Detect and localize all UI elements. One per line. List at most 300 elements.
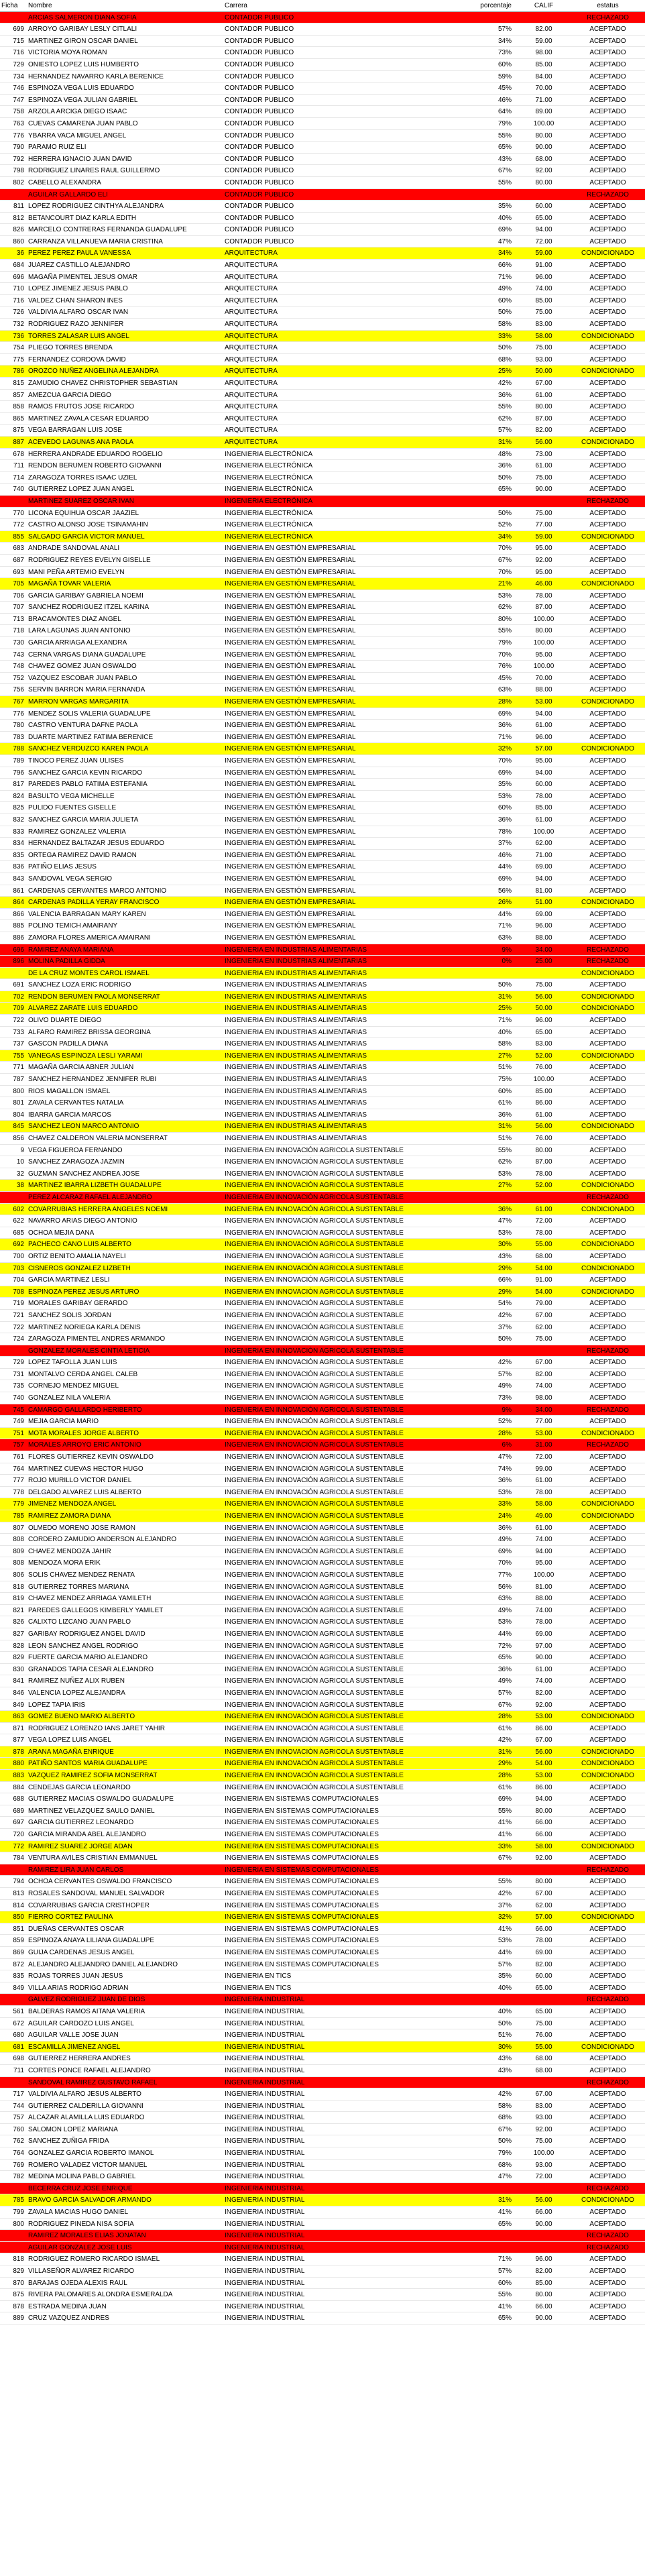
table-row bbox=[0, 2053, 645, 2065]
cell-carrera: ARQUITECTURA bbox=[225, 344, 278, 352]
cell-ficha: 714 bbox=[13, 473, 24, 482]
cell-calif: 77.00 bbox=[535, 1418, 552, 1426]
table-row bbox=[0, 472, 645, 484]
cell-calif bbox=[517, 1994, 571, 2005]
cell-nombre: HERNANDEZ BALTAZAR JESUS EDUARDO bbox=[28, 840, 164, 848]
cell-calif: 80.00 bbox=[535, 627, 552, 635]
cell-calif: 56.00 bbox=[535, 2196, 552, 2204]
cell-carrera: INGENIERIA EN INNOVACIÓN AGRICOLA SUSTENTABLE bbox=[225, 1311, 404, 1319]
table-row bbox=[0, 1003, 645, 1015]
cell-calif: 66.00 bbox=[535, 2302, 552, 2310]
table-row bbox=[0, 1770, 645, 1782]
cell-ficha: 776 bbox=[13, 710, 24, 718]
cell-estatus: ACEPTADO bbox=[589, 1064, 626, 1072]
cell-carrera: INGENIERIA EN INNOVACIÓN AGRICOLA SUSTENTABLE bbox=[225, 1477, 404, 1485]
table-row bbox=[0, 968, 645, 980]
cell-ficha: 622 bbox=[13, 1217, 24, 1225]
cell-porcentaje: 53% bbox=[497, 1937, 512, 1945]
cell-porcentaje: 6% bbox=[502, 1441, 512, 1449]
cell-ficha: 885 bbox=[13, 922, 24, 930]
cell-estatus: ACEPTADO bbox=[589, 804, 626, 812]
cell-porcentaje: 35% bbox=[497, 781, 512, 789]
cell-nombre: CASTRO ALONSO JOSE TSINAMAHIN bbox=[28, 521, 148, 529]
cell-ficha: 850 bbox=[13, 1913, 24, 1921]
header-nombre: Nombre bbox=[28, 2, 52, 9]
cell-porcentaje: 33% bbox=[497, 1500, 512, 1508]
table-row bbox=[0, 177, 645, 189]
table-row bbox=[0, 260, 645, 272]
cell-nombre: LOPEZ TAFOLLA JUAN LUIS bbox=[28, 1359, 117, 1367]
cell-carrera: INGENIERIA EN GESTIÓN EMPRESARIAL bbox=[225, 710, 356, 718]
cell-nombre: CISNEROS GONZALEZ LIZBETH bbox=[28, 1264, 131, 1272]
cell-porcentaje: 50% bbox=[497, 2019, 512, 2027]
cell-nombre: PEREZ ALCARAZ RAFAEL ALEJANDRO bbox=[28, 1193, 152, 1201]
cell-ficha: 737 bbox=[13, 1040, 24, 1048]
cell-nombre: ACEVEDO LAGUNAS ANA PAOLA bbox=[28, 438, 134, 446]
header-calif: CALIF bbox=[534, 2, 554, 9]
cell-ficha: 800 bbox=[13, 1087, 24, 1095]
cell-estatus: ACEPTADO bbox=[589, 462, 626, 470]
cell-porcentaje: 43% bbox=[497, 2055, 512, 2063]
cell-nombre: GARCIA GUTIERREZ LEONARDO bbox=[28, 1819, 134, 1827]
cell-calif: 62.00 bbox=[535, 1901, 552, 1909]
cell-carrera: INGENIERIA EN INNOVACIÓN AGRICOLA SUSTENTABLE bbox=[225, 1488, 404, 1496]
table-row bbox=[0, 708, 645, 720]
cell-nombre: ESPINOZA PEREZ JESUS ARTURO bbox=[28, 1288, 139, 1296]
cell-porcentaje: 31% bbox=[497, 1123, 512, 1131]
cell-estatus: RECHAZADO bbox=[587, 1406, 629, 1414]
cell-ficha: 789 bbox=[13, 757, 24, 765]
cell-calif: 61.00 bbox=[535, 1477, 552, 1485]
cell-carrera: INGENIERIA EN GESTIÓN EMPRESARIAL bbox=[225, 651, 356, 659]
cell-calif: 67.00 bbox=[535, 380, 552, 387]
table-row bbox=[0, 165, 645, 177]
table-row bbox=[0, 1133, 645, 1145]
cell-nombre: SANCHEZ VERDUZCO KAREN PAOLA bbox=[28, 745, 149, 753]
cell-porcentaje: 49% bbox=[497, 1536, 512, 1544]
cell-calif: 58.00 bbox=[535, 332, 552, 340]
cell-calif: 90.00 bbox=[535, 486, 552, 494]
table-row bbox=[0, 1782, 645, 1794]
table-row bbox=[0, 2206, 645, 2219]
cell-ficha: 835 bbox=[13, 851, 24, 859]
cell-calif: 96.00 bbox=[535, 922, 552, 930]
cell-estatus: RECHAZADO bbox=[587, 1441, 629, 1449]
cell-estatus: ACEPTADO bbox=[589, 1642, 626, 1650]
cell-porcentaje: 43% bbox=[497, 155, 512, 163]
cell-porcentaje: 52% bbox=[497, 521, 512, 529]
cell-calif: 83.00 bbox=[535, 321, 552, 329]
table-row bbox=[0, 1121, 645, 1133]
table-row bbox=[0, 1050, 645, 1062]
cell-carrera: INGENIERIA EN INNOVACIÓN AGRICOLA SUSTENTABLE bbox=[225, 1654, 404, 1662]
cell-porcentaje: 67% bbox=[497, 1854, 512, 1862]
cell-estatus: ACEPTADO bbox=[589, 686, 626, 694]
cell-estatus: ACEPTADO bbox=[589, 851, 626, 859]
cell-porcentaje: 57% bbox=[497, 1370, 512, 1378]
cell-porcentaje: 67% bbox=[497, 1701, 512, 1709]
cell-ficha: 841 bbox=[13, 1677, 24, 1685]
table-row bbox=[0, 1204, 645, 1216]
cell-calif: 76.00 bbox=[535, 1064, 552, 1072]
cell-nombre: MONTALVO CERDA ANGEL CALEB bbox=[28, 1370, 138, 1378]
cell-estatus: ACEPTADO bbox=[589, 2267, 626, 2275]
cell-calif: 74.00 bbox=[535, 1536, 552, 1544]
cell-calif: 61.00 bbox=[535, 1205, 552, 1213]
cell-ficha: 804 bbox=[13, 1111, 24, 1119]
cell-estatus: ACEPTADO bbox=[589, 1689, 626, 1697]
cell-nombre: RODRIGUEZ LORENZO IANS JARET YAHIR bbox=[28, 1724, 165, 1732]
cell-estatus: ACEPTADO bbox=[589, 1925, 626, 1933]
cell-calif: 54.00 bbox=[535, 1760, 552, 1768]
table-row bbox=[0, 1310, 645, 1322]
table-row bbox=[0, 1522, 645, 1534]
cell-estatus: ACEPTADO bbox=[589, 273, 626, 281]
table-row bbox=[0, 519, 645, 531]
table-row bbox=[0, 437, 645, 449]
cell-ficha: 772 bbox=[13, 1842, 24, 1850]
cell-ficha: 729 bbox=[13, 60, 24, 68]
cell-carrera: CONTADOR PUBLICO bbox=[225, 49, 294, 57]
cell-carrera: ARQUITECTURA bbox=[225, 285, 278, 293]
cell-carrera: INGENIERIA EN INNOVACIÓN AGRICOLA SUSTENTABLE bbox=[225, 1370, 404, 1378]
cell-calif: 82.00 bbox=[535, 1960, 552, 1968]
cell-estatus: ACEPTADO bbox=[589, 285, 626, 293]
cell-porcentaje: 45% bbox=[497, 674, 512, 682]
cell-nombre: BASULTO VEGA MICHELLE bbox=[28, 792, 115, 800]
cell-nombre: HERNANDEZ NAVARRO KARLA BERENICE bbox=[28, 72, 164, 80]
cell-nombre: VILLASEÑOR ALVAREZ RICARDO bbox=[28, 2267, 135, 2275]
cell-porcentaje: 42% bbox=[497, 380, 512, 387]
cell-nombre: GASCON PADILLA DIANA bbox=[28, 1040, 109, 1048]
cell-carrera: INGENIERIA EN GESTIÓN EMPRESARIAL bbox=[225, 828, 356, 836]
table-row bbox=[0, 1416, 645, 1428]
cell-carrera: INGENIERIA EN GESTIÓN EMPRESARIAL bbox=[225, 663, 356, 671]
cell-ficha: 730 bbox=[13, 639, 24, 647]
table-row bbox=[0, 283, 645, 295]
cell-estatus: ACEPTADO bbox=[589, 2137, 626, 2145]
cell-porcentaje: 40% bbox=[497, 1984, 512, 1992]
cell-ficha: 713 bbox=[13, 615, 24, 623]
cell-estatus: ACEPTADO bbox=[589, 309, 626, 317]
cell-nombre: LOPEZ RODRIGUEZ CINTHYA ALEJANDRA bbox=[28, 203, 164, 211]
cell-carrera: INGENIERIA EN SISTEMAS COMPUTACIONALES bbox=[225, 1925, 379, 1933]
cell-carrera: INGENIERIA EN INNOVACIÓN AGRICOLA SUSTENTABLE bbox=[225, 1429, 404, 1437]
cell-ficha: 681 bbox=[13, 2043, 24, 2051]
cell-porcentaje: 63% bbox=[497, 686, 512, 694]
cell-calif: 77.00 bbox=[535, 521, 552, 529]
table-row bbox=[0, 2301, 645, 2313]
table-row bbox=[0, 1970, 645, 1982]
cell-ficha: 819 bbox=[13, 1595, 24, 1603]
cell-ficha: 764 bbox=[13, 2149, 24, 2158]
cell-estatus: ACEPTADO bbox=[589, 1783, 626, 1791]
cell-calif: 100.00 bbox=[533, 615, 554, 623]
cell-nombre: LOPEZ TAPIA IRIS bbox=[28, 1701, 86, 1709]
cell-nombre: CHAVEZ MENDEZ ARRIAGA YAMILETH bbox=[28, 1595, 152, 1603]
cell-ficha: 824 bbox=[13, 792, 24, 800]
cell-ficha: 769 bbox=[13, 2161, 24, 2169]
cell-calif: 65.00 bbox=[535, 1984, 552, 1992]
cell-estatus: ACEPTADO bbox=[589, 1028, 626, 1036]
cell-estatus: ACEPTADO bbox=[589, 214, 626, 222]
cell-calif: 89.00 bbox=[535, 108, 552, 116]
table-row bbox=[0, 755, 645, 767]
cell-carrera: INGENIERIA EN INNOVACIÓN AGRICOLA SUSTENTABLE bbox=[225, 1748, 404, 1756]
cell-carrera: INGENIERIA EN INNOVACIÓN AGRICOLA SUSTENTABLE bbox=[225, 1217, 404, 1225]
cell-estatus: ACEPTADO bbox=[589, 1807, 626, 1815]
cell-estatus: ACEPTADO bbox=[589, 1606, 626, 1614]
cell-porcentaje: 68% bbox=[497, 2114, 512, 2122]
cell-estatus: ACEPTADO bbox=[589, 1937, 626, 1945]
cell-carrera: INGENIERIA EN INNOVACIÓN AGRICOLA SUSTENTABLE bbox=[225, 1335, 404, 1343]
cell-nombre: ESTRADA MEDINA JUAN bbox=[28, 2302, 107, 2310]
cell-ficha: 693 bbox=[13, 568, 24, 576]
cell-carrera: INGENIERIA EN SISTEMAS COMPUTACIONALES bbox=[225, 1937, 379, 1945]
cell-nombre: ESPINOZA ANAYA LILIANA GUADALUPE bbox=[28, 1937, 155, 1945]
cell-porcentaje bbox=[463, 2077, 517, 2088]
cell-porcentaje: 9% bbox=[502, 946, 512, 954]
cell-nombre: CASTRO VENTURA DAFNE PAOLA bbox=[28, 722, 138, 730]
cell-nombre: MOTA MORALES JORGE ALBERTO bbox=[28, 1429, 139, 1437]
table-row bbox=[0, 2029, 645, 2041]
cell-estatus: ACEPTADO bbox=[589, 2019, 626, 2027]
cell-calif: 75.00 bbox=[535, 1335, 552, 1343]
cell-nombre: MEDINA MOLINA PABLO GABRIEL bbox=[28, 2173, 136, 2181]
cell-nombre: PAREDES PABLO FATIMA ESTEFANIA bbox=[28, 781, 148, 789]
cell-calif: 52.00 bbox=[535, 1052, 552, 1060]
cell-carrera: ARQUITECTURA bbox=[225, 427, 278, 435]
cell-calif: 34.00 bbox=[535, 1406, 552, 1414]
cell-nombre: ESCAMILLA JIMENEZ ANGEL bbox=[28, 2043, 121, 2051]
cell-ficha: 699 bbox=[13, 25, 24, 34]
cell-porcentaje: 55% bbox=[497, 2291, 512, 2299]
cell-ficha: 821 bbox=[13, 1606, 24, 1614]
cell-porcentaje: 67% bbox=[497, 167, 512, 175]
cell-nombre: VALDIVIA ALFARO JESUS ALBERTO bbox=[28, 2090, 141, 2098]
cell-ficha: 859 bbox=[13, 1937, 24, 1945]
cell-ficha: 880 bbox=[13, 1760, 24, 1768]
cell-estatus: CONDICIONADO bbox=[581, 1429, 634, 1437]
cell-ficha: 762 bbox=[13, 2137, 24, 2145]
cell-calif bbox=[517, 1345, 571, 1357]
cell-ficha: 780 bbox=[13, 722, 24, 730]
cell-estatus: ACEPTADO bbox=[589, 1465, 626, 1473]
cell-estatus: CONDICIONADO bbox=[581, 1264, 634, 1272]
cell-carrera: INGENIERIA INDUSTRIAL bbox=[225, 2291, 305, 2299]
cell-calif: 55.00 bbox=[535, 2043, 552, 2051]
cell-estatus: ACEPTADO bbox=[589, 1488, 626, 1496]
cell-calif: 82.00 bbox=[535, 25, 552, 34]
table-row bbox=[0, 1404, 645, 1416]
cell-carrera: INGENIERIA INDUSTRIAL bbox=[225, 2066, 305, 2074]
cell-nombre: HERRERA ANDRADE EDUARDO ROGELIO bbox=[28, 450, 163, 458]
cell-calif: 57.00 bbox=[535, 745, 552, 753]
cell-calif: 96.00 bbox=[535, 733, 552, 741]
cell-ficha: 702 bbox=[13, 993, 24, 1001]
cell-ficha: 806 bbox=[13, 1571, 24, 1579]
cell-ficha: 672 bbox=[13, 2019, 24, 2027]
cell-nombre: CORDERO ZAMUDIO ANDERSON ALEJANDRO bbox=[28, 1536, 177, 1544]
cell-porcentaje: 50% bbox=[497, 1335, 512, 1343]
cell-nombre: OCHOA CERVANTES OSWALDO FRANCISCO bbox=[28, 1878, 172, 1886]
table-row bbox=[0, 2265, 645, 2278]
cell-carrera: INGENIERIA EN GESTIÓN EMPRESARIAL bbox=[225, 863, 356, 871]
table-row bbox=[0, 979, 645, 991]
cell-calif: 31.00 bbox=[535, 1441, 552, 1449]
cell-estatus: ACEPTADO bbox=[589, 131, 626, 139]
cell-carrera: ARQUITECTURA bbox=[225, 368, 278, 376]
cell-nombre: AGUILAR VALLE JOSE JUAN bbox=[28, 2031, 119, 2039]
cell-carrera: INGENIERIA EN INNOVACIÓN AGRICOLA SUSTENTABLE bbox=[225, 1359, 404, 1367]
cell-ficha: 836 bbox=[13, 863, 24, 871]
cell-estatus: ACEPTADO bbox=[589, 144, 626, 152]
cell-carrera: INGENIERIA INDUSTRIAL bbox=[225, 2114, 305, 2122]
table-row bbox=[0, 956, 645, 968]
cell-carrera: CONTADOR PUBLICO bbox=[225, 155, 294, 163]
cell-nombre: VEGA LOPEZ LUIS ANGEL bbox=[28, 1736, 111, 1744]
cell-nombre: SANDOVAL RAMIREZ GUSTAVO RAFAEL bbox=[28, 2078, 158, 2086]
cell-estatus: RECHAZADO bbox=[587, 958, 629, 966]
table-row bbox=[0, 508, 645, 520]
cell-porcentaje: 31% bbox=[497, 993, 512, 1001]
table-row bbox=[0, 661, 645, 673]
cell-ficha: 754 bbox=[13, 344, 24, 352]
cell-estatus: CONDICIONADO bbox=[581, 533, 634, 541]
table-row bbox=[0, 696, 645, 708]
cell-ficha: 718 bbox=[13, 627, 24, 635]
cell-calif: 72.00 bbox=[535, 237, 552, 245]
cell-porcentaje: 40% bbox=[497, 2007, 512, 2015]
table-row bbox=[0, 295, 645, 307]
cell-ficha: 802 bbox=[13, 178, 24, 186]
cell-ficha: 783 bbox=[13, 733, 24, 741]
cell-estatus: CONDICIONADO bbox=[581, 1772, 634, 1780]
cell-estatus: ACEPTADO bbox=[589, 2291, 626, 2299]
cell-calif: 100.00 bbox=[533, 639, 554, 647]
cell-estatus: ACEPTADO bbox=[589, 1394, 626, 1402]
cell-nombre: GONZALEZ MORALES CINTIA LETICIA bbox=[28, 1347, 150, 1355]
table-row bbox=[0, 1439, 645, 1451]
cell-porcentaje: 40% bbox=[497, 214, 512, 222]
table-row bbox=[0, 1911, 645, 1923]
cell-calif: 56.00 bbox=[535, 1123, 552, 1131]
cell-ficha: 858 bbox=[13, 403, 24, 411]
cell-calif: 97.00 bbox=[535, 1642, 552, 1650]
cell-carrera: INGENIERIA EN INNOVACIÓN AGRICOLA SUSTENTABLE bbox=[225, 1441, 404, 1449]
cell-nombre: RAMIREZ ZAMORA DIANA bbox=[28, 1512, 111, 1520]
cell-porcentaje: 56% bbox=[497, 1583, 512, 1591]
cell-estatus: CONDICIONADO bbox=[581, 438, 634, 446]
cell-nombre: CORTES PONCE RAFAEL ALEJANDRO bbox=[28, 2066, 151, 2074]
header-estatus: estatus bbox=[597, 2, 619, 9]
cell-calif: 55.00 bbox=[535, 1241, 552, 1249]
cell-calif: 56.00 bbox=[535, 1748, 552, 1756]
cell-carrera: INGENIERIA EN INDUSTRIAS ALIMENTARIAS bbox=[225, 993, 367, 1001]
cell-porcentaje: 36% bbox=[497, 722, 512, 730]
cell-ficha: 760 bbox=[13, 2125, 24, 2133]
cell-porcentaje: 30% bbox=[497, 2043, 512, 2051]
cell-calif bbox=[517, 496, 571, 507]
table-row bbox=[0, 1027, 645, 1039]
cell-estatus: CONDICIONADO bbox=[581, 580, 634, 588]
cell-porcentaje: 54% bbox=[497, 1300, 512, 1308]
cell-porcentaje: 60% bbox=[497, 60, 512, 68]
cell-carrera: INGENIERIA EN INDUSTRIAS ALIMENTARIAS bbox=[225, 958, 367, 966]
cell-ficha: 851 bbox=[13, 1925, 24, 1933]
cell-carrera: INGENIERIA INDUSTRIAL bbox=[225, 2173, 305, 2181]
table-row bbox=[0, 2242, 645, 2254]
cell-ficha: 875 bbox=[13, 427, 24, 435]
cell-porcentaje: 28% bbox=[497, 1772, 512, 1780]
cell-porcentaje: 55% bbox=[497, 131, 512, 139]
cell-calif: 94.00 bbox=[535, 226, 552, 234]
cell-carrera: INGENIERIA EN GESTIÓN EMPRESARIAL bbox=[225, 840, 356, 848]
cell-estatus: ACEPTADO bbox=[589, 1595, 626, 1603]
cell-estatus: CONDICIONADO bbox=[581, 1288, 634, 1296]
cell-porcentaje: 44% bbox=[497, 910, 512, 918]
cell-ficha: 703 bbox=[13, 1264, 24, 1272]
cell-nombre: VEGA FIGUEROA FERNANDO bbox=[28, 1146, 123, 1154]
table-row bbox=[0, 531, 645, 543]
cell-calif: 85.00 bbox=[535, 296, 552, 304]
cell-carrera: INGENIERIA EN TICS bbox=[225, 1972, 292, 1980]
table-row bbox=[0, 1333, 645, 1345]
cell-estatus: ACEPTADO bbox=[589, 863, 626, 871]
cell-porcentaje: 53% bbox=[497, 792, 512, 800]
cell-calif: 46.00 bbox=[535, 580, 552, 588]
cell-carrera: INGENIERIA EN INNOVACIÓN AGRICOLA SUSTENTABLE bbox=[225, 1323, 404, 1331]
cell-carrera: INGENIERIA EN INNOVACIÓN AGRICOLA SUSTENTABLE bbox=[225, 1288, 404, 1296]
cell-calif: 92.00 bbox=[535, 1701, 552, 1709]
cell-nombre: FERNANDEZ CORDOVA DAVID bbox=[28, 355, 126, 363]
cell-ficha: 807 bbox=[13, 1524, 24, 1532]
cell-ficha: 687 bbox=[13, 556, 24, 564]
cell-calif: 78.00 bbox=[535, 592, 552, 600]
cell-carrera: INGENIERIA INDUSTRIAL bbox=[225, 2019, 305, 2027]
cell-carrera: INGENIERIA INDUSTRIAL bbox=[225, 2196, 305, 2204]
cell-calif: 85.00 bbox=[535, 2279, 552, 2287]
cell-estatus: ACEPTADO bbox=[589, 792, 626, 800]
cell-ficha: 866 bbox=[13, 910, 24, 918]
cell-nombre: BARAJAS OJEDA ALEXIS RAUL bbox=[28, 2279, 127, 2287]
cell-calif: 84.00 bbox=[535, 72, 552, 80]
cell-porcentaje: 59% bbox=[497, 72, 512, 80]
cell-porcentaje: 28% bbox=[497, 1713, 512, 1721]
cell-estatus: ACEPTADO bbox=[589, 1076, 626, 1084]
cell-porcentaje: 42% bbox=[497, 2090, 512, 2098]
cell-ficha: 740 bbox=[13, 486, 24, 494]
cell-ficha: 864 bbox=[13, 899, 24, 907]
table-row bbox=[0, 378, 645, 390]
cell-ficha: 812 bbox=[13, 214, 24, 222]
cell-estatus: ACEPTADO bbox=[589, 119, 626, 127]
cell-ficha: 740 bbox=[13, 1394, 24, 1402]
cell-nombre: RIOS MAGALLON ISMAEL bbox=[28, 1087, 111, 1095]
cell-porcentaje: 70% bbox=[497, 1559, 512, 1567]
cell-nombre: LEON SANCHEZ ANGEL RODRIGO bbox=[28, 1642, 139, 1650]
cell-ficha: 877 bbox=[13, 1736, 24, 1744]
cell-calif: 53.00 bbox=[535, 1772, 552, 1780]
cell-carrera: INGENIERIA EN GESTIÓN EMPRESARIAL bbox=[225, 922, 356, 930]
cell-carrera: INGENIERIA INDUSTRIAL bbox=[225, 2279, 305, 2287]
cell-nombre: ZAVALA CERVANTES NATALIA bbox=[28, 1099, 124, 1107]
cell-estatus: ACEPTADO bbox=[589, 1677, 626, 1685]
cell-ficha: 776 bbox=[13, 131, 24, 139]
cell-nombre: CHAVEZ GOMEZ JUAN OSWALDO bbox=[28, 663, 137, 671]
cell-estatus: ACEPTADO bbox=[589, 1819, 626, 1827]
cell-carrera: INGENIERIA EN INNOVACIÓN AGRICOLA SUSTENTABLE bbox=[225, 1264, 404, 1272]
